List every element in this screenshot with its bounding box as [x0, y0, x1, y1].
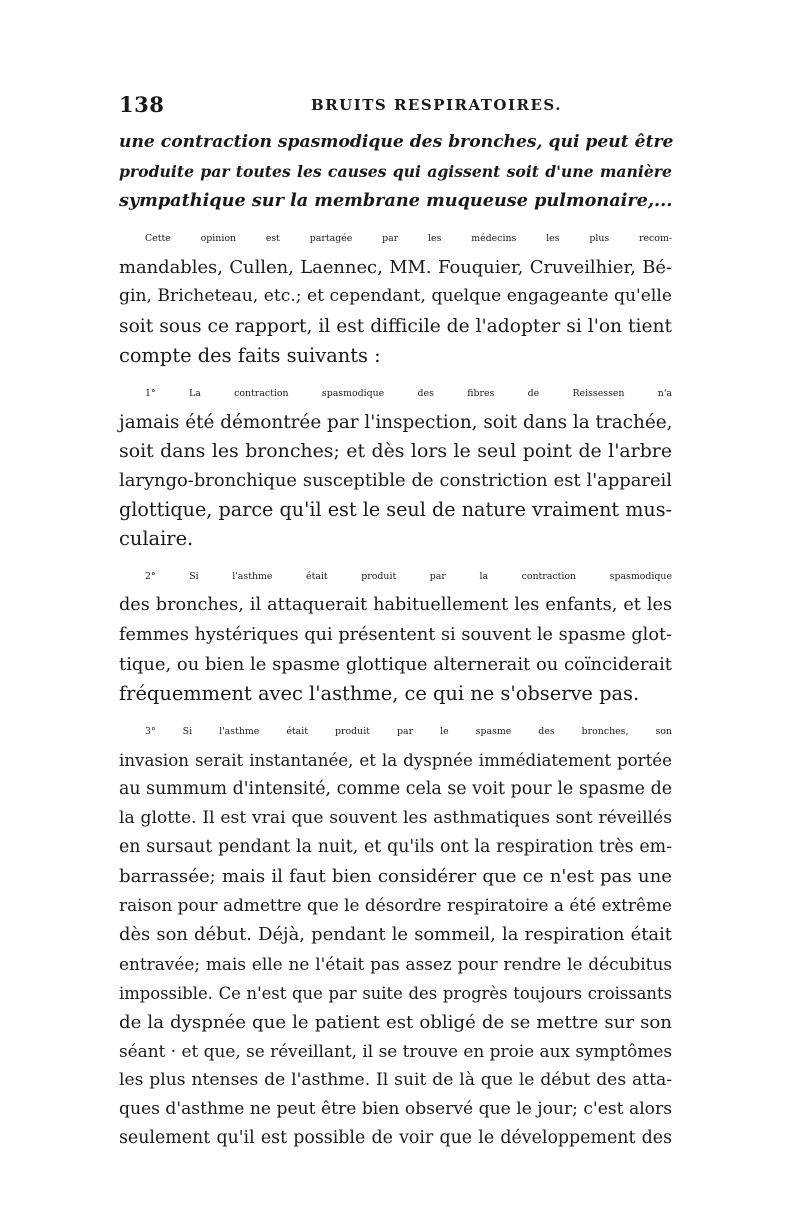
running-title: BRUITS RESPIRATOIRES.: [311, 96, 562, 114]
text-line: les plus ntenses de l'asthme. Il suit de là que le début des atta-: [119, 1069, 672, 1090]
text-line: culaire.: [119, 527, 194, 551]
text-line: de la dyspnée que le patient est obligé de se mettre sur son: [119, 1011, 672, 1033]
text-line: tique, ou bien le spasme glottique alternerait ou coïnciderait: [119, 653, 672, 675]
text-line: jamais été démontrée par l'inspection, soit dans la trachée,: [119, 411, 673, 433]
text-line: entravée; mais elle ne l'était pas assez pour rendre le décubitus: [119, 953, 672, 974]
paragraph-point-3: [119, 717, 672, 1153]
text-line: soit dans les bronches; et dès lors le seul point de l'arbre: [119, 439, 672, 462]
text-line: sympathique sur la membrane muqueuse pulmonaire,...: [119, 190, 673, 212]
text-line: mandables, Cullen, Laennec, MM. Fouquier, Cruveilhier, Bé-: [119, 257, 672, 279]
text-line: fréquemment avec l'asthme, ce qui ne s'observe pas.: [119, 681, 640, 705]
text-line: produite par toutes les causes qui agissent soit d'une manière: [119, 162, 672, 182]
text-line: 2° Si l'asthme était produit par la contraction spasmodique: [145, 571, 672, 583]
text-line: gin, Bricheteau, etc.; et cependant, quelque engageante qu'elle: [119, 286, 672, 307]
text-line: laryngo-bronchique susceptible de constriction est l'appareil: [119, 470, 672, 492]
paragraph-quote: [119, 128, 672, 215]
text-line: une contraction spasmodique des bronches, qui peut être: [119, 132, 674, 152]
page-number: 138: [119, 92, 165, 117]
text-line: au summum d'intensité, comme cela se voit pour le spasme de: [119, 778, 672, 799]
text-line: Cette opinion est partagée par les médecins les plus recom-: [145, 233, 672, 245]
text-line: invasion serait instantanée, et la dyspnée immédiatement portée: [119, 750, 672, 770]
text-line: impossible. Ce n'est que par suite des progrès toujours croissants: [119, 983, 672, 1003]
text-line: femmes hystériques qui présentent si souvent le spasme glot-: [119, 624, 672, 645]
text-line: en sursaut pendant la nuit, et qu'ils ont la respiration très em-: [119, 837, 672, 858]
text-line: compte des faits suivants :: [119, 343, 381, 367]
text-line: dès son début. Déjà, pendant le sommeil, la respiration était: [119, 924, 672, 946]
text-line: 3° Si l'asthme était produit par le spasme des bronches, son: [145, 725, 672, 737]
text-line: glottique, parce qu'il est le seul de nature vraiment mus-: [119, 498, 672, 522]
paragraph-point-2: [119, 562, 672, 707]
text-line: séant · et que, se réveillant, il se trouve en proie aux symptômes: [119, 1040, 673, 1061]
text-line: raison pour admettre que le désordre respiratoire a été extrême: [119, 895, 672, 916]
text-line: des bronches, il attaquerait habituellement les enfants, et les: [119, 595, 672, 616]
body-text: [119, 128, 672, 1153]
page-header: [119, 92, 672, 124]
book-page: [119, 92, 672, 1162]
text-line: barrassée; mais il faut bien considérer que ce n'est pas une: [119, 866, 672, 888]
text-line: seulement qu'il est possible de voir que le développement des: [119, 1128, 672, 1149]
text-line: 1° La contraction spasmodique des fibres de Reissessen n'a: [145, 387, 672, 399]
paragraph-point-1: [119, 379, 672, 554]
text-line: la glotte. Il est vrai que souvent les asthmatiques sont réveillés: [119, 808, 672, 829]
text-line: soit sous ce rapport, il est difficile de l'adopter si l'on tient: [119, 315, 672, 337]
text-line: ques d'asthme ne peut être bien observé que le jour; c'est alors: [119, 1099, 672, 1119]
paragraph-opinion: [119, 224, 672, 369]
